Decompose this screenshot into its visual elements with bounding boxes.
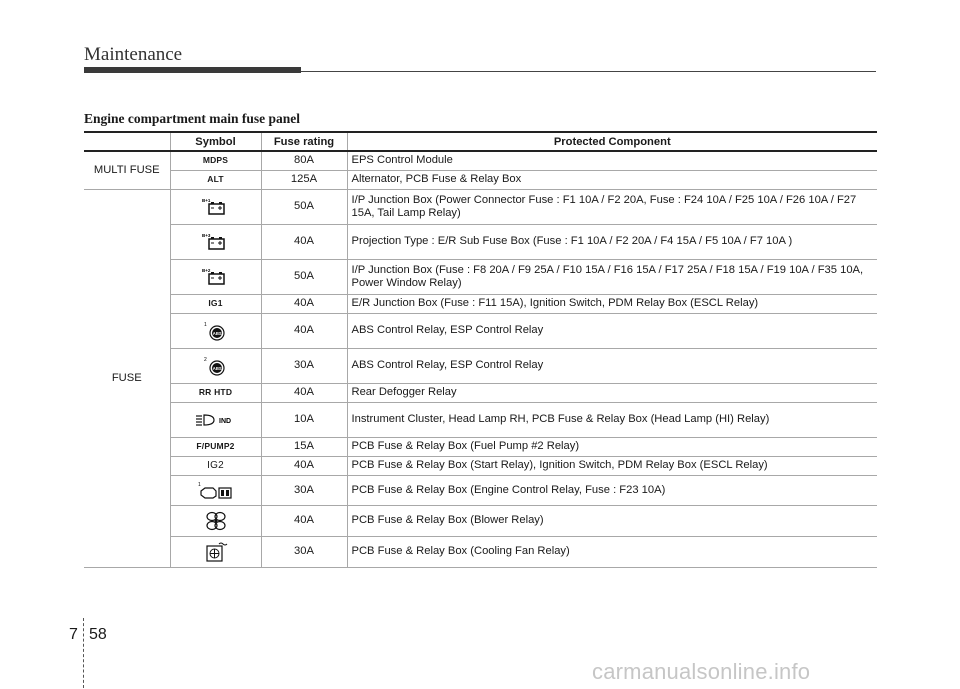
battery-terminal-label: B+1 [201, 197, 210, 203]
table-row [84, 151, 877, 170]
symbol-cell [170, 505, 261, 536]
battery-icon [201, 232, 231, 252]
symbol-label: ALT [207, 174, 224, 184]
abs-label: ABS [212, 330, 222, 336]
rating-cell: 30A [261, 475, 347, 505]
svg-text:2: 2 [203, 356, 207, 363]
column-header-component: Protected Component [347, 132, 877, 151]
table-row [84, 189, 877, 224]
symbol-label: IG2 [207, 460, 224, 471]
component-cell: EPS Control Module [347, 151, 877, 170]
table-row [84, 402, 877, 437]
table-row [84, 475, 877, 505]
component-cell: ABS Control Relay, ESP Control Relay [347, 348, 877, 383]
component-cell: I/P Junction Box (Fuse : F8 20A / F9 25A / F10 15A / F16 15A / F17 25A / F18 15A / F19 10A / F35 10A, Power Window Relay) [347, 259, 877, 294]
component-cell: Rear Defogger Relay [347, 383, 877, 402]
symbol-cell [170, 313, 261, 348]
header-bar [84, 67, 301, 73]
rating-cell: 10A [261, 402, 347, 437]
rating-cell: 40A [261, 383, 347, 402]
symbol-label: MDPS [202, 155, 229, 166]
headlamp-icon [194, 413, 238, 427]
table-row [84, 313, 877, 348]
symbol-cell [170, 383, 261, 402]
symbol-cell [170, 475, 261, 505]
engine-control-icon [196, 480, 236, 500]
battery-terminal-label: B+3 [201, 232, 210, 238]
component-cell: PCB Fuse & Relay Box (Fuel Pump #2 Relay) [347, 437, 877, 456]
column-header-rating: Fuse rating [261, 132, 347, 151]
symbol-label: RR HTD [198, 387, 233, 397]
table-header-row [84, 132, 877, 151]
table-row [84, 505, 877, 536]
symbol-cell [170, 402, 261, 437]
fuse-table [84, 131, 877, 568]
table-row [84, 456, 877, 475]
page-header-title: Maintenance [84, 44, 183, 65]
symbol-cell [170, 170, 261, 189]
table-row [84, 259, 877, 294]
rating-cell: 40A [261, 505, 347, 536]
symbol-cell [170, 536, 261, 567]
rating-cell: 30A [261, 536, 347, 567]
page-number: 58 [89, 626, 107, 643]
component-cell: Instrument Cluster, Head Lamp RH, PCB Fuse & Relay Box (Head Lamp (HI) Relay) [347, 402, 877, 437]
abs-label: ABS [212, 365, 222, 371]
blower-fan-icon [204, 510, 228, 532]
component-cell: I/P Junction Box (Power Connector Fuse : F1 10A / F2 20A, Fuse : F24 10A / F25 10A / F26 10A / F27 15A, Tail Lamp Relay) [347, 189, 877, 224]
rating-cell: 80A [261, 151, 347, 170]
rating-cell: 40A [261, 224, 347, 259]
symbol-cell [170, 456, 261, 475]
rating-cell: 30A [261, 348, 347, 383]
rating-cell: 15A [261, 437, 347, 456]
table-row [84, 437, 877, 456]
headlamp-label: IND [218, 417, 231, 425]
symbol-cell [170, 437, 261, 456]
symbol-cell [170, 224, 261, 259]
rating-cell: 50A [261, 259, 347, 294]
symbol-cell [170, 348, 261, 383]
column-header-symbol: Symbol [170, 132, 261, 151]
group-label-fuse: FUSE [84, 189, 170, 567]
rating-cell: 50A [261, 189, 347, 224]
component-cell: PCB Fuse & Relay Box (Engine Control Relay, Fuse : F23 10A) [347, 475, 877, 505]
symbol-cell [170, 151, 261, 170]
battery-icon [201, 267, 231, 287]
watermark: carmanualsonline.info [592, 659, 811, 684]
footer-divider [83, 618, 84, 688]
table-row [84, 536, 877, 567]
battery-terminal-label: B+2 [201, 267, 210, 273]
symbol-cell [170, 294, 261, 313]
chapter-number: 7 [69, 626, 78, 643]
component-cell: PCB Fuse & Relay Box (Start Relay), Ignition Switch, PDM Relay Box (ESCL Relay) [347, 456, 877, 475]
component-cell: PCB Fuse & Relay Box (Cooling Fan Relay) [347, 536, 877, 567]
component-cell: PCB Fuse & Relay Box (Blower Relay) [347, 505, 877, 536]
rating-cell: 40A [261, 456, 347, 475]
battery-icon [201, 197, 231, 217]
rating-cell: 40A [261, 294, 347, 313]
table-row [84, 294, 877, 313]
abs-icon [201, 321, 231, 341]
component-cell: Projection Type : E/R Sub Fuse Box (Fuse : F1 10A / F2 20A / F4 15A / F5 10A / F7 10A ) [347, 224, 877, 259]
cooling-fan-icon [204, 541, 228, 563]
table-row [84, 224, 877, 259]
svg-text:1: 1 [203, 321, 207, 328]
table-row [84, 170, 877, 189]
symbol-cell [170, 189, 261, 224]
table-row [84, 383, 877, 402]
symbol-label: IG1 [208, 298, 223, 308]
symbol-cell [170, 259, 261, 294]
svg-text:1: 1 [197, 482, 201, 488]
section-title: Engine compartment main fuse panel [84, 111, 300, 126]
header-rule [301, 71, 876, 72]
component-cell: E/R Junction Box (Fuse : F11 15A), Ignition Switch, PDM Relay Box (ESCL Relay) [347, 294, 877, 313]
header-group-cell [84, 132, 170, 151]
group-label-multi-fuse: MULTI FUSE [84, 151, 170, 189]
component-cell: ABS Control Relay, ESP Control Relay [347, 313, 877, 348]
component-cell: Alternator, PCB Fuse & Relay Box [347, 170, 877, 189]
symbol-label: F/PUMP2 [196, 441, 235, 451]
rating-cell: 125A [261, 170, 347, 189]
abs-icon [201, 356, 231, 376]
rating-cell: 40A [261, 313, 347, 348]
table-row [84, 348, 877, 383]
